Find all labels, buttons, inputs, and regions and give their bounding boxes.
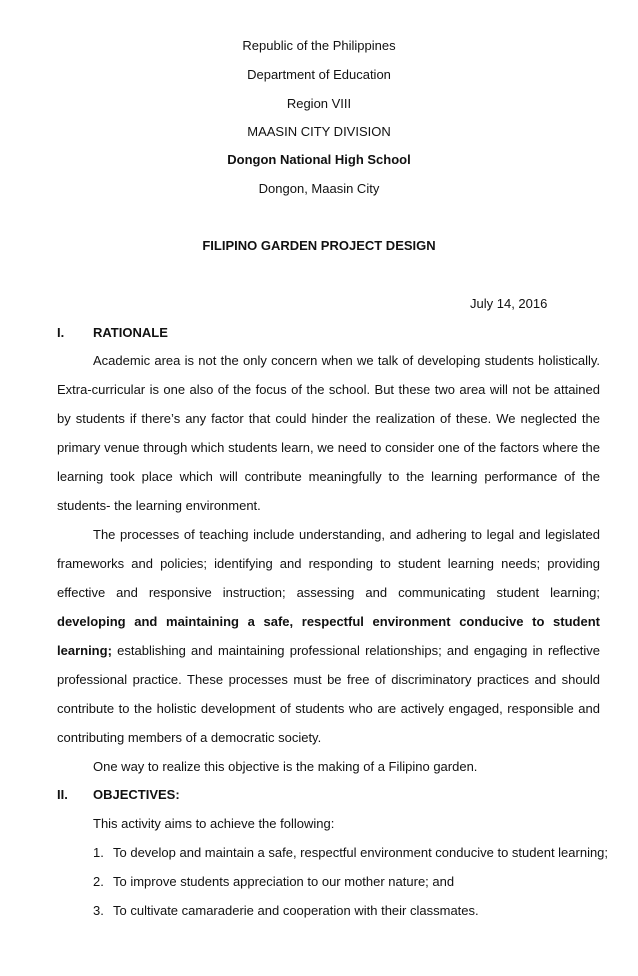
list-number: 3.	[93, 903, 104, 918]
list-item	[93, 874, 454, 890]
document-date: July 14, 2016	[470, 296, 548, 311]
document-title: FILIPINO GARDEN PROJECT DESIGN	[202, 238, 436, 253]
list-text: To develop and maintain a safe, respectful environment conducive to student learning;	[113, 845, 609, 860]
section-title: RATIONALE	[93, 325, 168, 340]
header-school: Dongon National High School	[227, 152, 411, 167]
objectives-intro: This activity aims to achieve the following:	[93, 816, 335, 831]
section-heading-objectives	[57, 787, 180, 803]
paragraph-emphasis: developing and maintaining a safe, respectful environment conducive to student learning;	[57, 614, 600, 658]
list-text: To improve students appreciation to our mother nature; and	[113, 874, 455, 889]
header-republic: Republic of the Philippines	[242, 38, 396, 53]
section-number: I.	[57, 325, 65, 340]
paragraph-text: The processes of teaching include understanding, and adhering to legal and legislated frameworks and policies; identifying and responding to student learning needs; providing effective and responsive instruction; assessing and communicating student learning;	[57, 527, 600, 600]
section-number: II.	[57, 787, 68, 802]
list-number: 1.	[93, 845, 104, 860]
section-heading-rationale	[57, 325, 168, 341]
rationale-paragraph-1: Academic area is not the only concern when we talk of developing students holistically. Extra-curricular is one also of the focus of the school. But these two area will not be attained by students if there’s any factor that could hinder the realization of these. We neglected the primary venue through which students learn, we need to consider one of the factors where the learning took place which will contribute meaningfully to the learning performance of the students- the learning environment.	[57, 353, 600, 513]
rationale-paragraph-3: One way to realize this objective is the making of a Filipino garden.	[93, 759, 478, 774]
list-text: To cultivate camaraderie and cooperation with their classmates.	[113, 903, 479, 918]
header-region: Region VIII	[286, 96, 352, 111]
list-item	[93, 845, 608, 861]
header-department: Department of Education	[247, 67, 391, 82]
paragraph-text-continued: establishing and maintaining professional relationships; and engaging in reflective professional practice. These processes must be free of discriminatory practices and should contribute to the holistic development of students who are actively engaged, responsible and contributing members of a democratic society.	[57, 643, 600, 745]
header-location: Dongon, Maasin City	[258, 181, 380, 196]
section-title: OBJECTIVES:	[93, 787, 180, 802]
rationale-paragraph-2	[57, 520, 600, 752]
header-division: MAASIN CITY DIVISION	[247, 124, 391, 139]
list-item	[93, 903, 479, 919]
list-number: 2.	[93, 874, 104, 889]
